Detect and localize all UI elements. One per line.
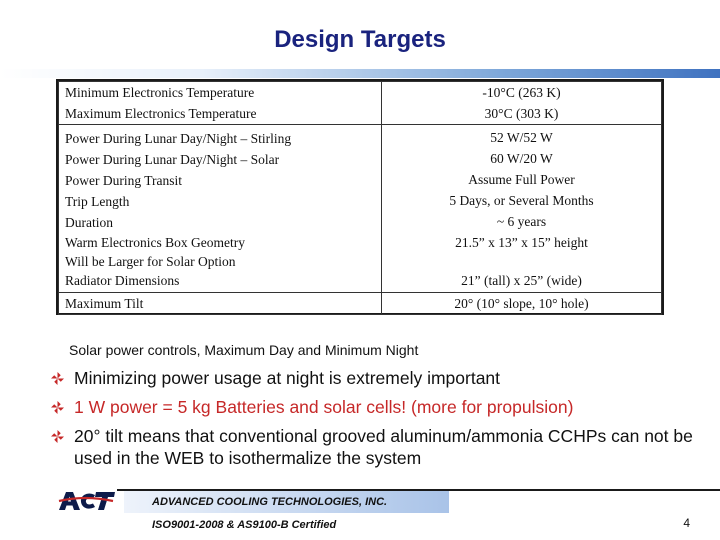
pinwheel-bullet-icon — [51, 430, 64, 443]
row-label: Will be Larger for Solar Option — [65, 253, 236, 269]
note-text: Solar power controls, Maximum Day and Minimum Night — [69, 342, 419, 358]
row-value: 21.5” x 13” x 15” height — [455, 234, 588, 250]
row-value: 30°C (303 K) — [484, 106, 559, 121]
table-cell-values — [382, 293, 662, 315]
row-label: Power During Lunar Day/Night – Solar — [65, 151, 280, 167]
table-row — [59, 82, 662, 125]
bullet-item — [48, 396, 708, 418]
design-targets-table — [56, 79, 664, 315]
row-value: 60 W/20 W — [490, 150, 553, 166]
title-divider — [0, 69, 720, 78]
table-cell-labels — [59, 125, 382, 293]
row-label: Warm Electronics Box Geometry — [65, 234, 245, 250]
row-value: 52 W/52 W — [490, 129, 553, 145]
footer-divider — [55, 489, 720, 491]
row-value: 21” (tall) x 25” (wide) — [461, 272, 582, 288]
row-label: Power During Transit — [65, 172, 183, 188]
bullet-text: 1 W power = 5 kg Batteries and solar cells! (more for propulsion) — [74, 397, 574, 417]
row-label: Duration — [65, 214, 113, 230]
bullet-text: 20° tilt means that conventional grooved aluminum/ammonia CCHPs can not be used in the WEB to isothermalize the system — [74, 426, 693, 468]
table-row — [59, 125, 662, 293]
table-cell-labels — [59, 293, 382, 315]
bullet-item — [48, 425, 708, 469]
row-label: Minimum Electronics Temperature — [65, 85, 255, 100]
row-label: Radiator Dimensions — [65, 272, 180, 288]
act-logo — [55, 489, 117, 513]
row-value: -10°C (263 K) — [482, 85, 561, 100]
table-cell-labels — [59, 82, 382, 125]
certification-text: ISO9001-2008 & AS9100-B Certified — [152, 519, 337, 531]
table-cell-values — [382, 82, 662, 125]
row-value: ~ 6 years — [496, 213, 547, 229]
row-label: Trip Length — [65, 193, 130, 209]
row-value: 20° (10° slope, 10° hole) — [454, 296, 589, 311]
page-title: Design Targets — [274, 26, 446, 53]
bullet-item — [48, 367, 708, 389]
row-label: Maximum Tilt — [65, 296, 144, 311]
pinwheel-bullet-icon — [51, 401, 64, 414]
row-value: 5 Days, or Several Months — [449, 192, 594, 208]
table-cell-values — [382, 125, 662, 293]
row-label: Power During Lunar Day/Night – Stirling — [65, 130, 292, 146]
bullet-text: Minimizing power usage at night is extremely important — [74, 368, 501, 388]
page-number: 4 — [683, 516, 690, 530]
pinwheel-bullet-icon — [51, 372, 64, 385]
table-row — [59, 293, 662, 315]
row-value: Assume Full Power — [468, 171, 575, 187]
bullet-list — [48, 367, 708, 476]
company-name: ADVANCED COOLING TECHNOLOGIES, INC. — [152, 496, 388, 508]
row-label: Maximum Electronics Temperature — [65, 106, 257, 121]
